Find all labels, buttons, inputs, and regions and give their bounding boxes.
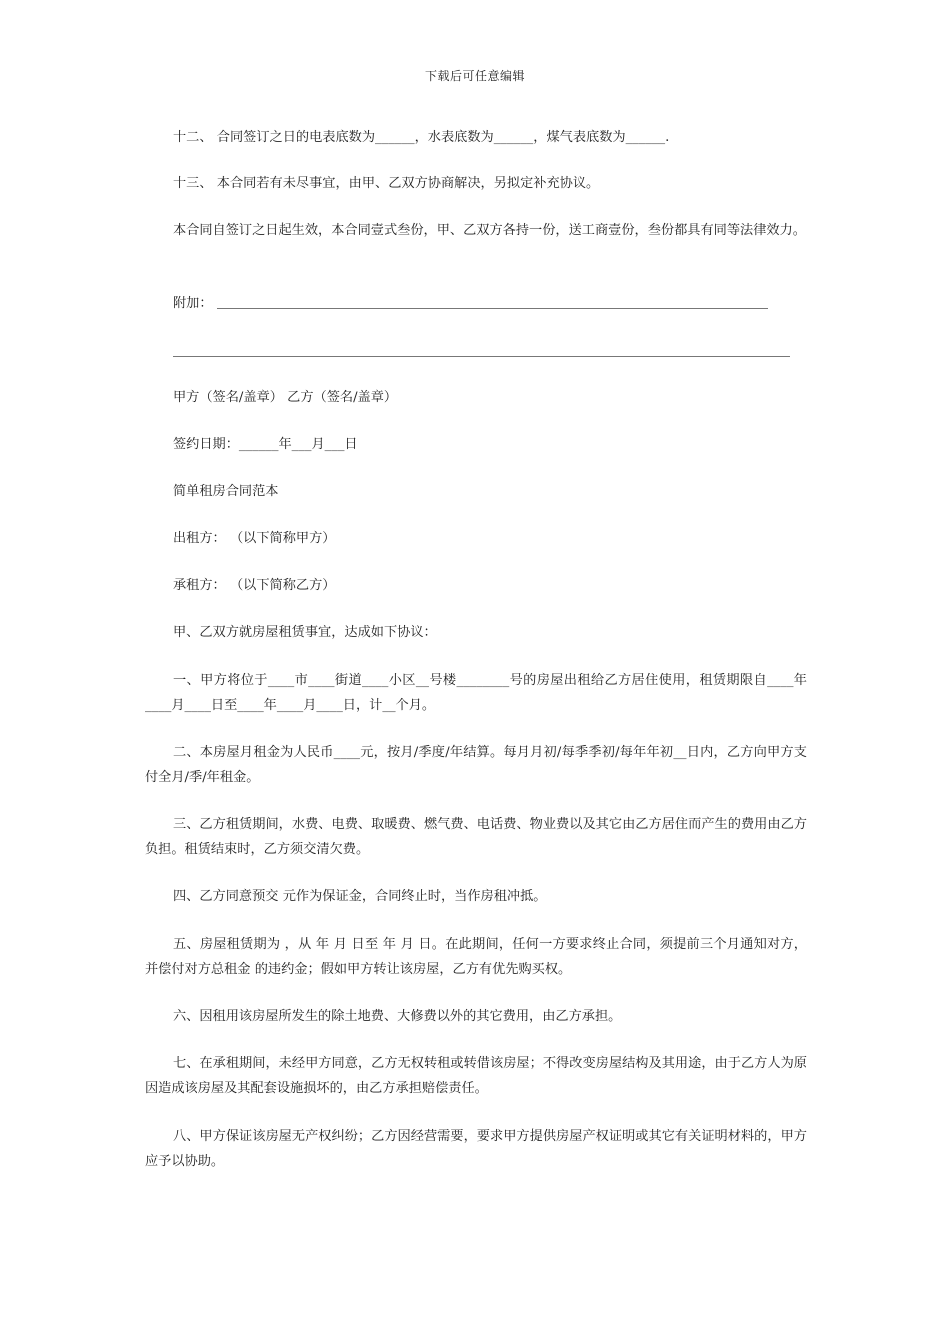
clause-item: 一、甲方将位于____市____街道____小区__号楼________号的房屋出租给乙方居住使用，租赁期限自____年____月____日至____年____月____日，计__个月。	[145, 673, 807, 713]
attachment-line-2	[173, 356, 790, 357]
sample-title: 简单租房合同范本	[173, 484, 279, 499]
sign-date: 签约日期：______年___月___日	[173, 437, 358, 452]
clause-13: 十三、 本合同若有未尽事宜，由甲、乙双方协商解决，另拟定补充协议。	[173, 176, 600, 191]
agreement-intro: 甲、乙双方就房屋租赁事宜，达成如下协议：	[173, 625, 437, 640]
effect-clause: 本合同自签订之日起生效，本合同壹式叁份，甲、乙双方各持一份，送工商壹份，叁份都具有同等法律效力。	[173, 223, 806, 238]
clause-item: 五、房屋租赁期为 ，从 年 月 日至 年 月 日。在此期间，任何一方要求终止合同，须提前三个月通知对方，并偿付对方总租金 的违约金；假如甲方转让该房屋，乙方有优先购买权。	[145, 937, 807, 977]
attachment-label: 附加：	[173, 296, 213, 311]
attachment-line-1	[217, 308, 768, 309]
page-header: 下载后可任意编辑	[424, 69, 525, 83]
clause-item: 八、甲方保证该房屋无产权纠纷；乙方因经营需要，要求甲方提供房屋产权证明或其它有关证明材料的，甲方应予以协助。	[145, 1129, 807, 1169]
clause-item: 二、本房屋月租金为人民币____元，按月/季度/年结算。每月月初/每季季初/每年年初__日内，乙方向甲方支付全月/季/年租金。	[145, 745, 807, 785]
lessor-line: 出租方： （以下简称甲方）	[173, 531, 336, 546]
signature-line: 甲方（签名/盖章） 乙方（签名/盖章）	[173, 390, 398, 405]
clause-item: 三、乙方租赁期间，水费、电费、取暖费、燃气费、电话费、物业费以及其它由乙方居住而产生的费用由乙方负担。租赁结束时，乙方须交清欠费。	[145, 817, 807, 857]
lessee-line: 承租方： （以下简称乙方）	[173, 578, 336, 593]
clause-12: 十二、 合同签订之日的电表底数为______，水表底数为______，煤气表底数为______.	[173, 130, 670, 145]
clause-item: 四、乙方同意预交 元作为保证金，合同终止时，当作房租冲抵。	[173, 889, 547, 904]
clause-item: 七、在承租期间，未经甲方同意，乙方无权转租或转借该房屋；不得改变房屋结构及其用途，由于乙方人为原因造成该房屋及其配套设施损坏的，由乙方承担赔偿责任。	[145, 1056, 807, 1096]
clause-item: 六、因租用该房屋所发生的除土地费、大修费以外的其它费用，由乙方承担。	[173, 1009, 622, 1024]
